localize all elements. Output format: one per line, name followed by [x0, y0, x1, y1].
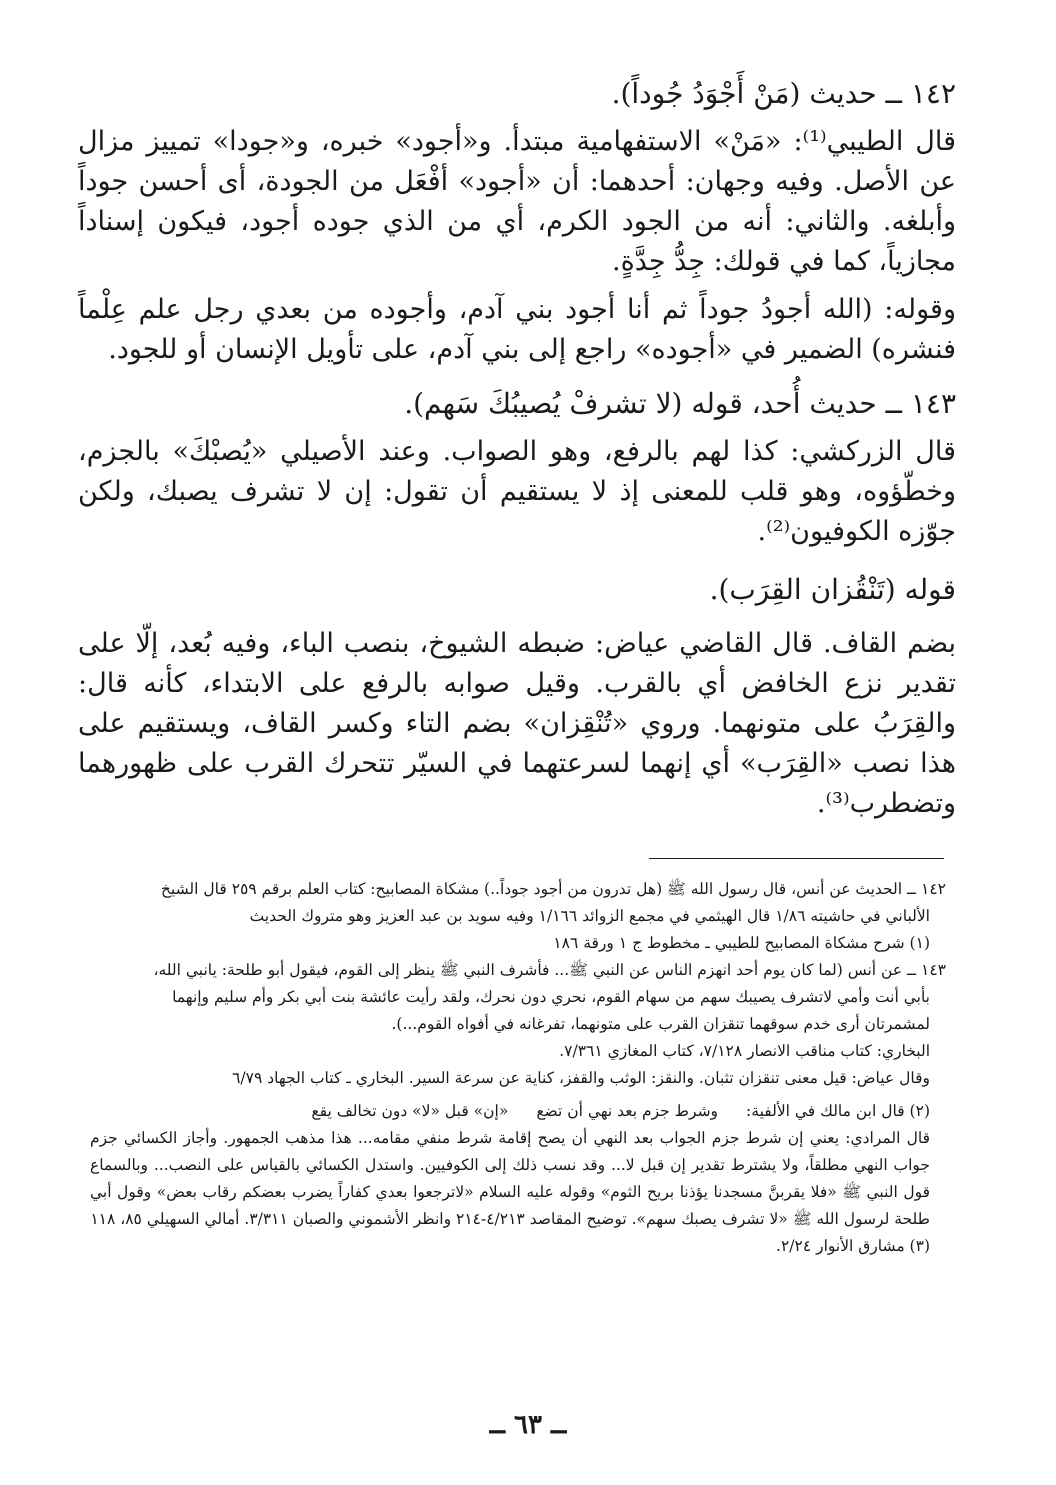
- footnote-divider: [649, 858, 944, 859]
- verse-first-hemistich: وشرط جزم بعد نهي أن تضع: [536, 1102, 719, 1120]
- footnote-2-body: قال المرادي: يعني إن شرط جزم الجواب بعد النهي أن يصح إقامة شرط منفي مقامه... هذا مذهب الجمهور. وأجاز الكسائي جزم جواب النهي مطلقاً، ولا يشترط تقدير إن قبل لا... وقد نسب ذلك إلى الكوفيين. واستدل الكسائي بالقياس على النصب... وبالسماع قول النبي ﷺ «فلا يقربنَّ مسجدنا يؤذنا بريح الثوم» وقوله عليه السلام «لاترجعوا بعدي كفاراً يضرب بعضكم رقاب بعض» وقول أبي طلحة لرسول الله ﷺ «لا تشرف يصبك سهم». توضيح المقاصد ٤/٢١٣-٢١٤ وانظر الأشموني والصبان ٣/٣١١. أمالي السهيلي ٨٥، ١١٨: [90, 1129, 930, 1228]
- footnote-143-source: البخاري: كتاب مناقب الانصار ٧/١٢٨، كتاب المغازي ٧/٣٦١.: [559, 1042, 930, 1060]
- qadi-iyad-paragraph: بضم القاف. قال القاضي عياض: ضبطه الشيوخ، بنصب الباء، وفيه بُعد، إلّا على تقدير نزع الخافض أي بالقرب. وقيل صوابه بالرفع على الابتداء، كأنه قال: والقِرَبُ على متونهما. وروي «تُنْقِزان» بضم التاء وكسر القاف، ويستقيم على هذا نصب «القِرَب» أي إنهما لسرعتهما في السيّر تتحرك القرب على ظهورهما وتضطرب⁽³⁾.: [78, 628, 956, 819]
- footnote-143-line-1: ١٤٣ ــ عن أنس (لما كان يوم أحد انهزم الناس عن النبي ﷺ... فأشرف النبي ﷺ ينظر إلى القوم، فيقول أبو طلحة: يانبي الله،: [153, 961, 946, 979]
- footnote-143-iyad: وقال عياض: قيل معنى تنقزان تثبان. والنقز: الوثب والقفز، كناية عن سرعة السير. البخاري ـ كتاب الجهاد ٦/٧٩: [232, 1069, 930, 1087]
- footnote-142-line-1: ١٤٢ ــ الحديث عن أنس، قال رسول الله ﷺ (هل تدرون من أجود جوداً..) مشكاة المصابيح: كتاب العلم برقم ٢٥٩ قال الشيخ: [160, 880, 946, 898]
- footnote-2-label: (٢) قال ابن مالك في الألفية:: [746, 1102, 930, 1120]
- page-number: ــ ٦٣ ــ: [489, 1410, 567, 1440]
- tanqizan-heading: قوله (تَنْقُزان القِرَب).: [709, 573, 956, 606]
- footnote-142-line-2: الألباني في حاشيته ١/٨٦ قال الهيثمي في مجمع الزوائد ١/١٦٦ وفيه سويد بن عبد العزيز وهو متروك الحديث: [249, 907, 930, 925]
- footnote-2-verse: [90, 1098, 946, 1125]
- tibi-paragraph: قال الطيبي⁽¹⁾: «مَنْ» الاستفهامية مبتدأ. و«أجود» خبره، و«جودا» تمييز مزال عن الأصل. وفيه وجهان: أحدهما: أن «أجود» أفْعَل من الجودة، أى أحسن جوداً وأبلغه. والثاني: أنه من الجود الكرم، أي من الذي جوده أجود، فيكون إسناداً مجازياً، كما في قولك: جِدُّ جِدَّةٍ.: [78, 126, 957, 277]
- footnotes: [90, 876, 946, 1260]
- footnote-3: (٣) مشارق الأنوار ٢/٢٤.: [776, 1237, 930, 1255]
- main-text: [78, 74, 956, 824]
- footnote-143-line-3: لمشمرتان أرى خدم سوقهما تنقزان القرب على متونهما، تفرغانه في أفواه القوم...).: [391, 1015, 930, 1033]
- verse-second-hemistich: «إن» قبل «لا» دون تخالف يقع: [311, 1102, 509, 1120]
- ajwad-paragraph: وقوله: (الله أجودُ جوداً ثم أنا أجود بني آدم، وأجوده من بعدي رجل علم عِلْماً فنشره) الضمير في «أجوده» راجع إلى بني آدم، على تأويل الإنسان أو للجود.: [78, 294, 956, 365]
- hadith-143-heading: ١٤٣ ــ حديث أُحد، قوله (لا تشرفْ يُصيبُكَ سَهم).: [404, 387, 956, 420]
- footnote-1: (١) شرح مشكاة المصابيح للطيبي ـ مخطوط ج ١ ورقة ١٨٦: [553, 934, 930, 952]
- footnote-143-line-2: بأبي أنت وأمي لاتشرف يصيبك سهم من سهام القوم، نحري دون نحرك، ولقد رأيت عائشة بنت أبي بكر وأم سليم وإنهما: [172, 988, 930, 1006]
- zarkashi-paragraph: قال الزركشي: كذا لهم بالرفع، وهو الصواب. وعند الأصيلي «يُصبْكَ» بالجزم، وخطّؤوه، وهو قلب للمعنى إذ لا يستقيم أن تقول: إن لا تشرف يصبك، ولكن جوّزه الكوفيون⁽²⁾.: [78, 436, 956, 547]
- hadith-142-heading: ١٤٢ ــ حديث (مَنْ أَجْوَدُ جُوداً).: [611, 77, 956, 110]
